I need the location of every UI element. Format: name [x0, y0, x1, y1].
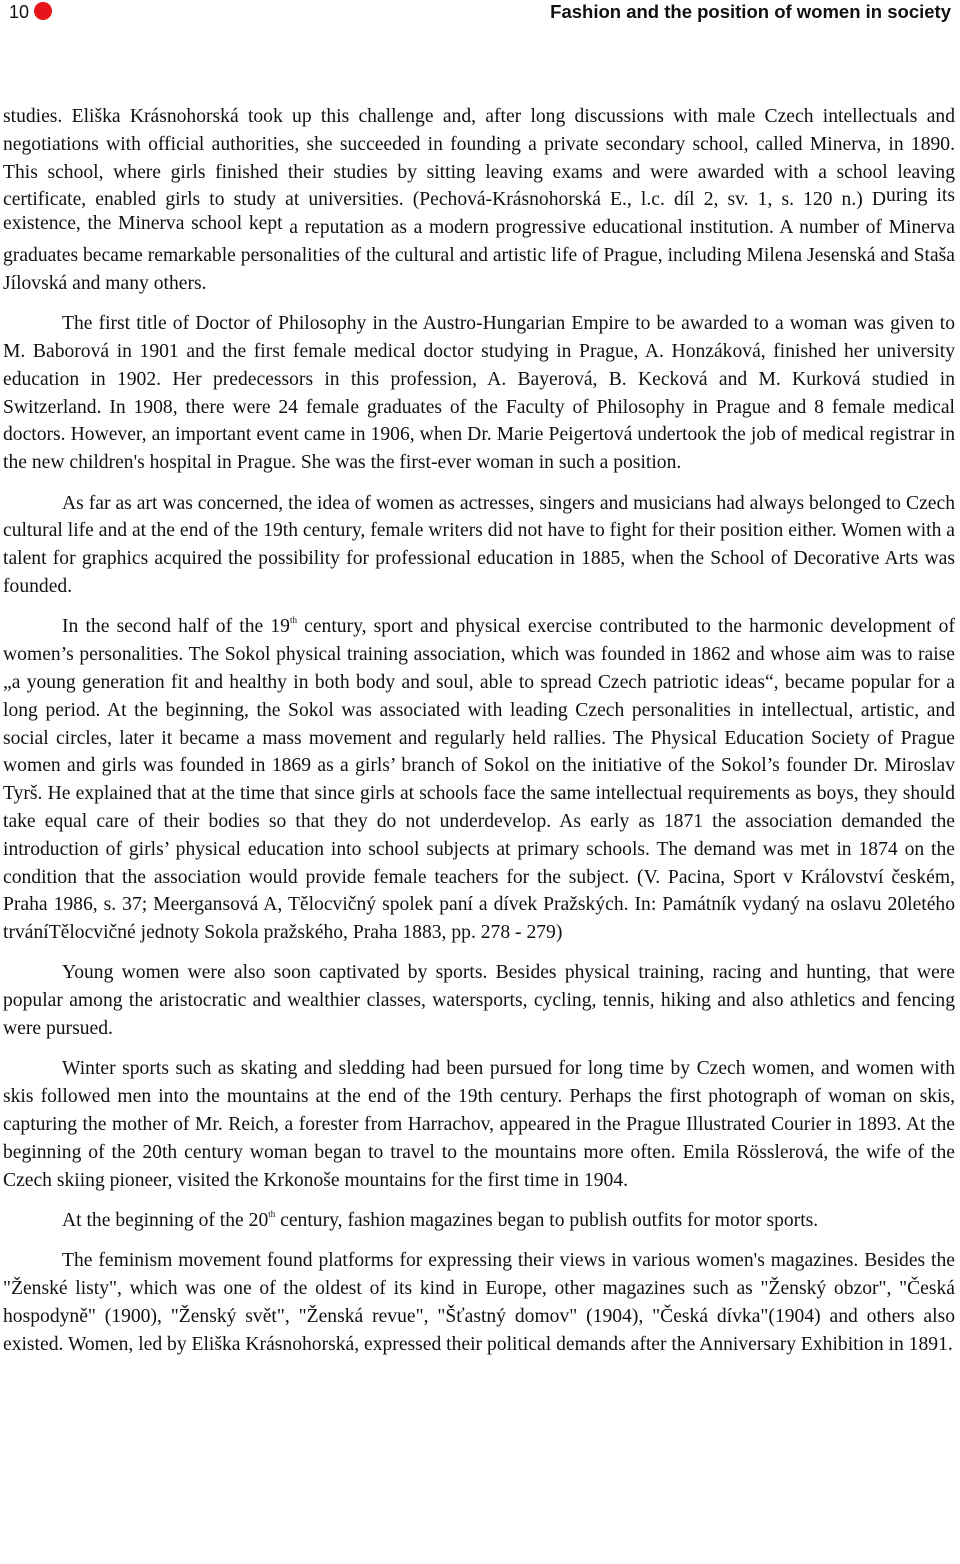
running-title: Fashion and the position of women in society	[550, 1, 951, 22]
ordinal-suffix: th	[268, 1209, 276, 1220]
page-number: 10	[9, 2, 30, 22]
paragraph-6: Winter sports such as skating and sledding had been pursued for long time by Czech women, and women with skis followed men into the mountains at the end of the 19th century. Perhaps the first photograph of woman on skis, capturing the mother of Mr. Reich, a forester from Harrachov, appeared in the Prague Illustrated Courier in 1893. At the beginning of the 20th century woman began to travel to the mountains more often. Emila Rösslerová, the wife of the Czech skiing pioneer, visited the Krkonoše mountains for the first time in 1904.	[3, 1058, 955, 1191]
during-initial: D	[871, 189, 887, 211]
during-raised-text: uring its existence, the Minerva school kept	[3, 185, 955, 235]
paragraph-2: The first title of Doctor of Philosophy in the Austro-Hungarian Empire to be awarded to a woman was given to M. Baborová in 1901 and the first female medical doctor studying in Prague, A. Honzáková, finished her university education in 1902. Her predecessors in this profession, A. Bayerová, B. Kecková and M. Kurková studied in Switzerland. In 1908, there were 24 female graduates of the Faculty of Philosophy in Prague and 8 female medical doctors. However, an important event came in 1906, when Dr. Marie Peigertová undertook the job of medical registrar in the new children's hospital in Prague. She was the first-ever woman in such a position.	[3, 313, 955, 474]
paragraph-4-lead: In the second half of the 19	[62, 616, 290, 638]
ordinal-suffix: th	[289, 615, 297, 626]
paragraph-5: Young women were also soon captivated by sports. Besides physical training, racing and hunting, that were popular among the aristocratic and wealthier classes, watersports, cycling, tennis, hiking and also athletics and fencing were pursued.	[3, 962, 955, 1040]
paragraph-4-text: century, sport and physical exercise contributed to the harmonic development of women’s personalities. The Sokol physical training association, which was founded in 1862 and whose aim was to raise „a young generation fit and healthy in both body and soul, able to spread Czech patriotic ideas“, became popular for a long period. At the beginning, the Sokol was associated with leading Czech personalities in intellectual, artistic, and social circles, later it became a mass movement and regularly held rallies. The Physical Education Society of Prague women and girls was founded in 1869 as a girls’ branch of Sokol on the initiative of the Sokol’s founder Dr. Miroslav Tyrš. He explained that at the time that since girls at schools face the same intellectual requirements as boys, they should take equal care of their bodies so that they do not underdevelop. As early as 1871 the association demanded the introduction of girls’ physical education into school subjects at primary schools. The demand was met in 1874 on the condition that the association would provide female teachers for the subject. (V. Pacina, Sport v Království českém, Praha 1986, s. 37; Meergansová A, Tělocvičný spolek paní a dívek Pražských. In: Památník vydaný na oslavu 20letého trváníTělocvičné jednoty Sokola pražského, Praha 1883, pp. 278 - 279)	[3, 616, 955, 944]
paragraph-8: The feminism movement found platforms for expressing their views in various women's magazines. Besides the "Ženské listy", which was one of the oldest of its kind in Europe, other magazines such as "Ženský obzor", "Česká hospodyně" (1900), "Ženský svět", "Ženská revue", "Šťastný domov" (1904), "Česká dívka"(1904) and others also existed. Women, led by Eliška Krásnohorská, expressed their political demands after the Anniversary Exhibition in 1891.	[3, 1250, 955, 1355]
paragraph-1-continuation: a reputation as a modern progressive educational institution. A number of Minerva graduates became remarkable personalities of the cultural and artistic life of Prague, including Milena Jesenská and Staša Jílovská and many others.	[3, 217, 955, 294]
page-header	[0, 0, 960, 26]
red-dot-icon	[34, 2, 52, 20]
paragraph-3: As far as art was concerned, the idea of women as actresses, singers and musicians had always belonged to Czech cultural life and at the end of the 19th century, female writers did not have to fight for their position either. Women with a talent for graphics acquired the possibility for professional education in 1885, when the School of Decorative Arts was founded.	[3, 492, 955, 597]
article-body	[3, 103, 955, 1359]
paragraph-1	[3, 103, 955, 298]
paragraph-7-text: century, fashion magazines began to publish outfits for motor sports.	[275, 1210, 819, 1232]
paragraph-7-lead: At the beginning of the 20	[62, 1210, 269, 1232]
paragraph-7	[3, 1207, 955, 1235]
paragraph-4	[3, 613, 955, 947]
paragraph-1-text: studies. Eliška Krásnohorská took up this challenge and, after long discussions with male Czech intellectuals and negotiations with official authorities, she succeeded in founding a private secondary school, called Minerva, in 1890. This school, where girls finished their studies by sitting leaving exams and were awarded with a school leaving certificate, enabled girls to study at universities. (Pechová-Krásnohorská E., l.c. díl 2, sv. 1, s. 120 n.)	[3, 106, 955, 211]
